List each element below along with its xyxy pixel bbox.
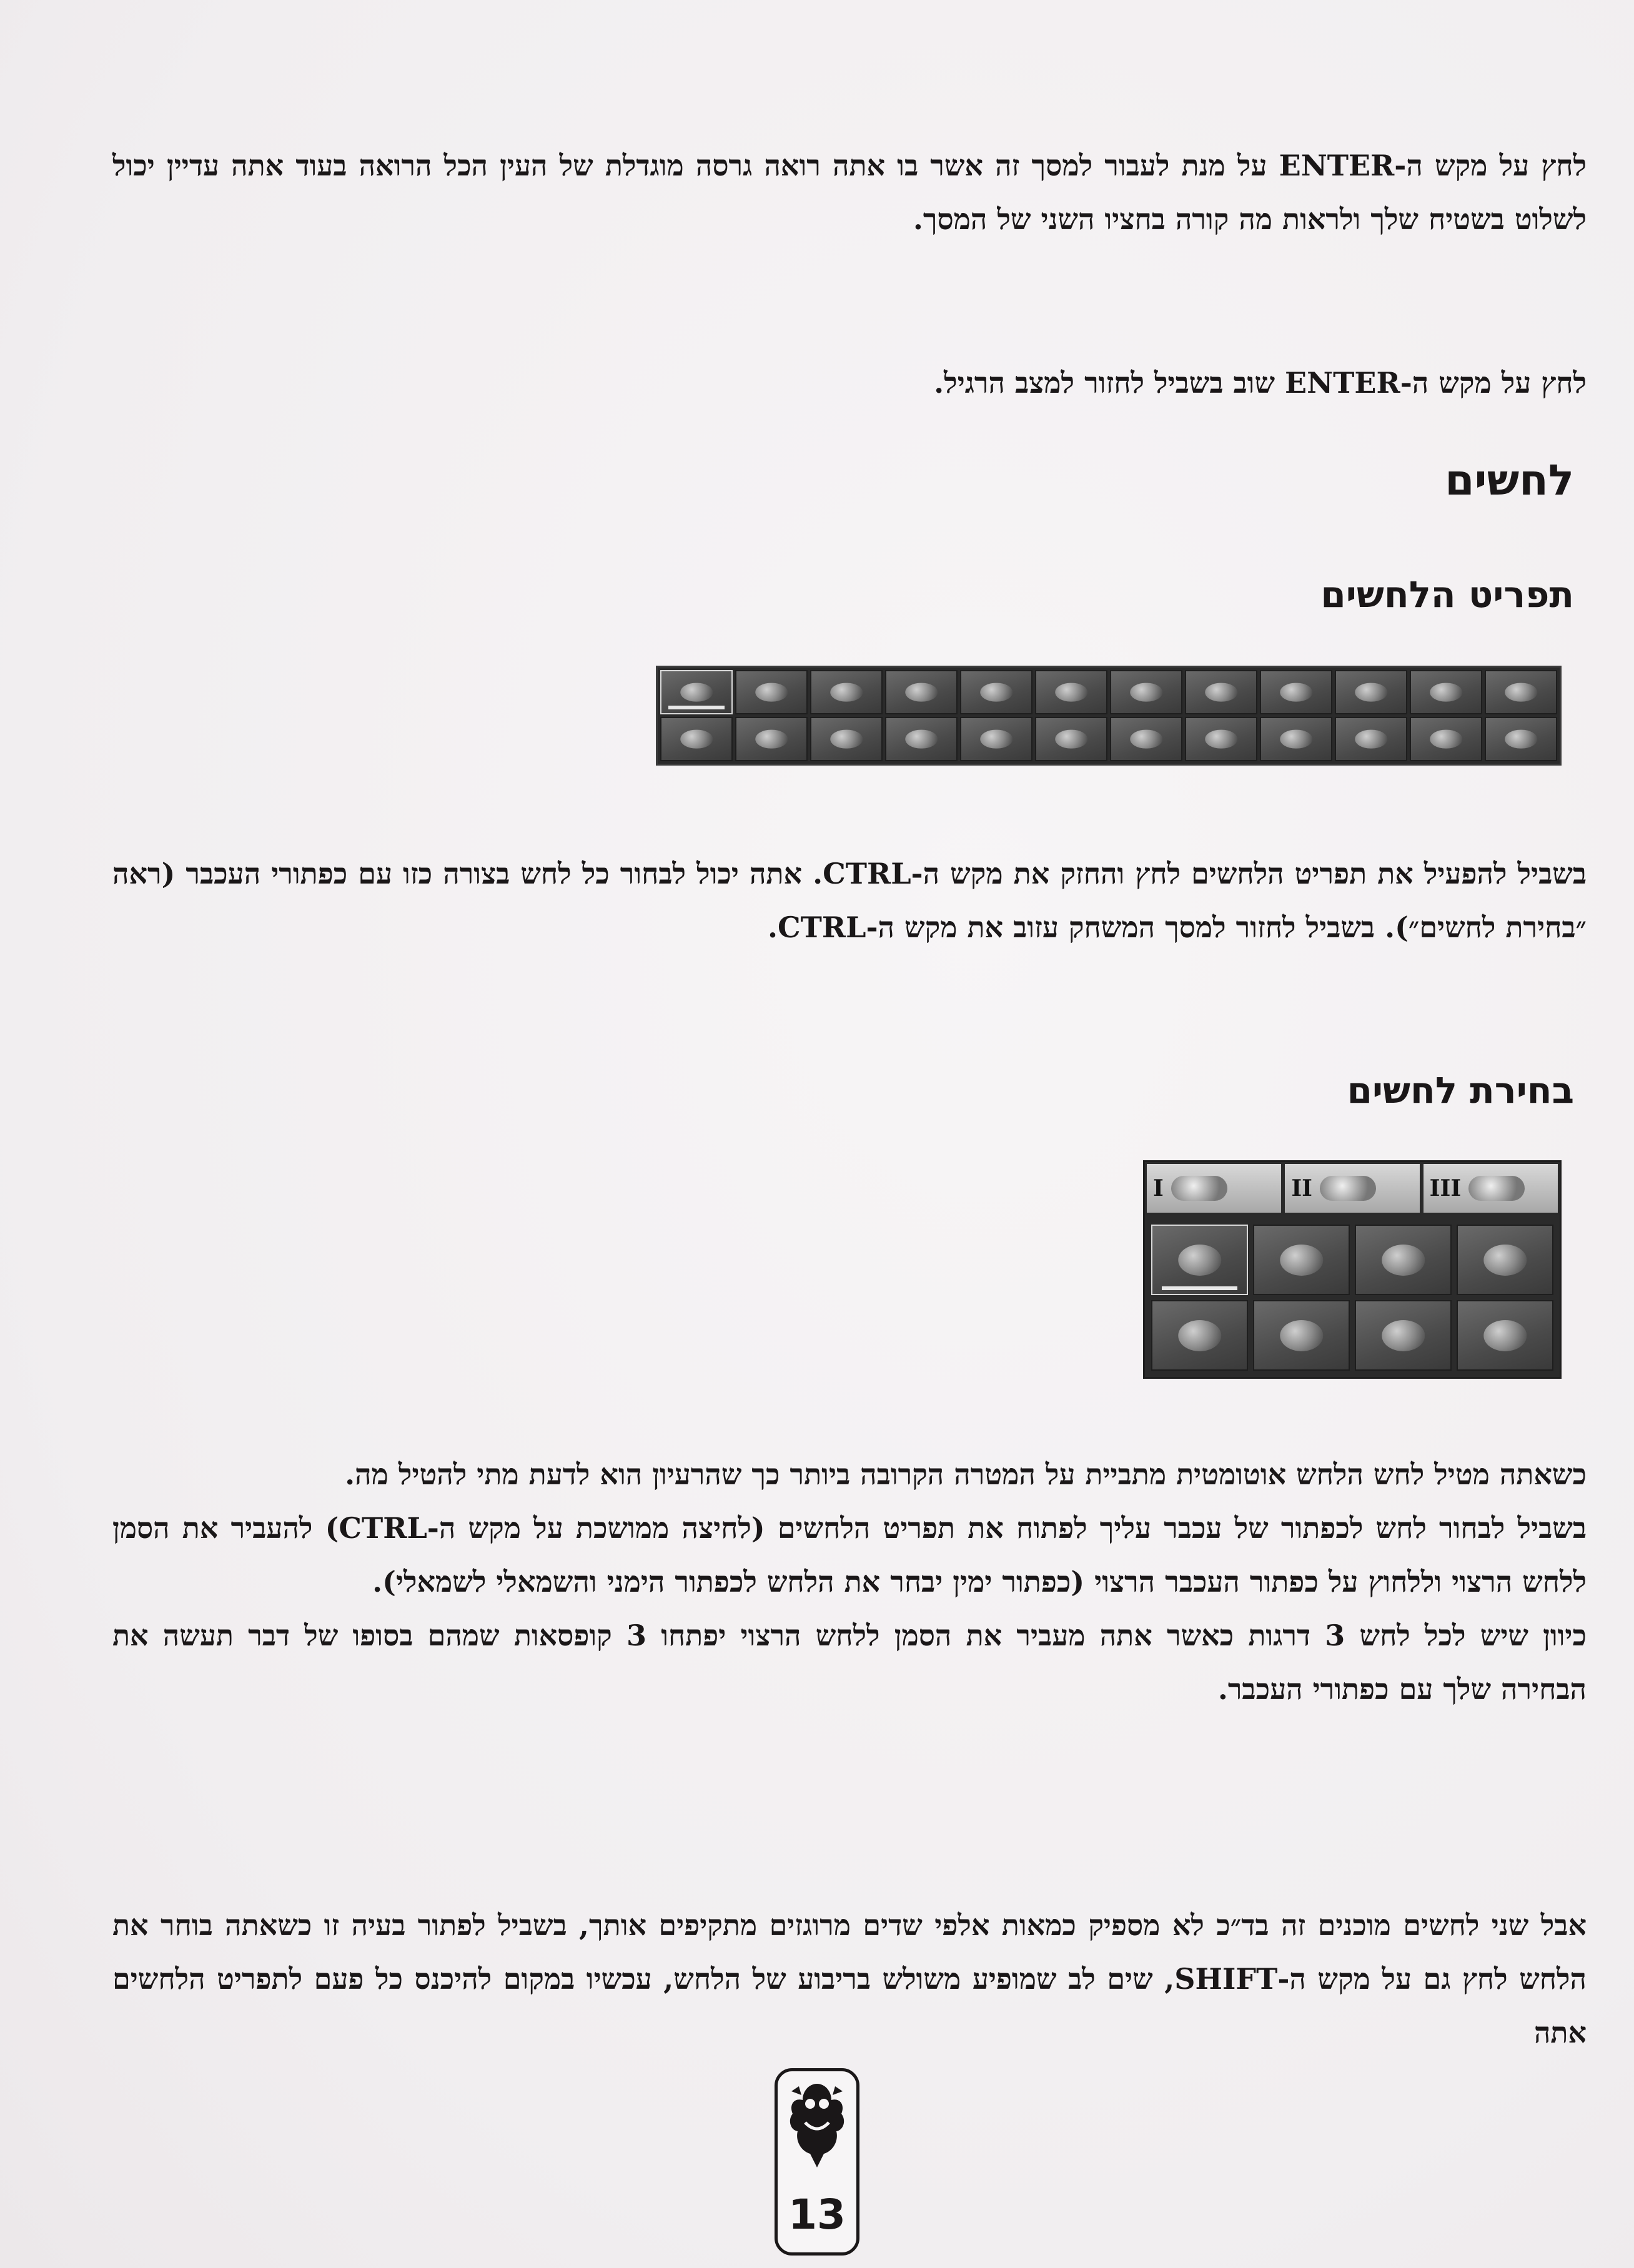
frog-emblem-icon (786, 2079, 848, 2172)
tab-label: II (1291, 1175, 1313, 1201)
spell-icon (830, 729, 863, 749)
spell-icon (1483, 1244, 1527, 1275)
spell-icon (980, 729, 1013, 749)
spell-icon (1178, 1244, 1221, 1275)
section-heading-spells: לחשים (1445, 456, 1574, 505)
spell-slot (735, 717, 808, 761)
spell-slot (885, 670, 958, 714)
spell-slot (1260, 717, 1332, 761)
paragraph-text: כיוון שיש לכל לחש 3 דרגות כאשר אתה מעביר את הסמן ללחש הרצוי יפתחו 3 קופסאות שמהם בסופו של דבר תעשה את הבחירה שלך עם כפתורי העכבר. (112, 1619, 1587, 1706)
tab-label: III (1429, 1175, 1462, 1201)
spell-slot (1410, 717, 1482, 761)
spell-slot (960, 717, 1032, 761)
spell-slot (1151, 1300, 1248, 1371)
paragraph-spell-menu (112, 847, 1587, 954)
spell-icon (1205, 683, 1237, 702)
spell-icon (1382, 1319, 1425, 1351)
spell-slot (1260, 670, 1332, 714)
spell-slot (1253, 1300, 1350, 1371)
panel-tab (1422, 1162, 1560, 1215)
spell-icon (1280, 1244, 1323, 1275)
spell-icon (1280, 683, 1312, 702)
spell-slot (660, 670, 733, 714)
spell-slot (1457, 1300, 1553, 1371)
spell-icon (1320, 1176, 1376, 1201)
spell-slot (1185, 717, 1257, 761)
spell-slot (960, 670, 1032, 714)
spell-icon (1205, 729, 1237, 749)
spell-icon (755, 729, 788, 749)
spell-icon (1178, 1319, 1221, 1351)
spell-icon (1483, 1319, 1527, 1351)
spell-icon (1430, 683, 1462, 702)
spell-slot (660, 717, 733, 761)
paragraph-text: כשאתה מטיל לחש הלחש אוטומטית מתביית על המטרה הקרובה ביותר כך שהרעיון הוא לדעת מתי להטיל מה. (345, 1457, 1587, 1491)
spell-slot (1151, 1225, 1248, 1295)
spell-icon (1505, 683, 1537, 702)
spell-slot (810, 670, 883, 714)
tab-label: I (1153, 1175, 1164, 1201)
spell-slot (1335, 717, 1407, 761)
spell-icon (755, 683, 788, 702)
spell-slot (1485, 717, 1557, 761)
spell-icon (1055, 683, 1087, 702)
spell-icon (830, 683, 863, 702)
spell-slot (1035, 717, 1107, 761)
spell-icon (1355, 683, 1387, 702)
paragraph-shift (112, 1898, 1587, 2059)
spell-slot (735, 670, 808, 714)
spell-slot (885, 717, 958, 761)
spell-icon (680, 683, 713, 702)
spell-icon (1468, 1176, 1525, 1201)
paragraph-enter-zoom (112, 139, 1587, 246)
panel-grid (1151, 1225, 1553, 1371)
panel-tab (1145, 1162, 1283, 1215)
page-number-badge (775, 2068, 859, 2256)
spell-icon (905, 683, 938, 702)
paragraph-enter-return (112, 356, 1587, 410)
spell-slot (1110, 670, 1182, 714)
spell-icon (1430, 729, 1462, 749)
spell-icon (980, 683, 1013, 702)
spell-slot (1185, 670, 1257, 714)
spell-icon (905, 729, 938, 749)
spell-icon (1280, 1319, 1323, 1351)
spell-icon (1355, 729, 1387, 749)
paragraph-text: בשביל לבחור לחש לכפתור של עכבר עליך לפתוח את תפריט הלחשים (לחיצה ממושכת על מקש ה-CTRL) להעביר את הסמן ללחש הרצוי וללחוץ על כפתור העכבר הרצוי (כפתור ימין יבחר את הלחש לכפתור הימני והשמאלי לשמאלי). (112, 1511, 1587, 1599)
subheading-spell-menu: תפריט הלחשים (1320, 573, 1574, 616)
spell-icon (1130, 729, 1162, 749)
spell-slot (1457, 1225, 1553, 1295)
paragraph-text: בשביל להפעיל את תפריט הלחשים לחץ והחזק את מקש ה-CTRL. אתה יכול לבחור כל לחש בצורה כזו עם כפתורי העכבר (ראה ״בחירת לחשים״). בשביל לחזור למסך המשחק עזוב את מקש ה-CTRL. (112, 857, 1587, 944)
spell-slot (1355, 1225, 1452, 1295)
spell-icon (1505, 729, 1537, 749)
spell-slot (1355, 1300, 1452, 1371)
paragraph-text: לחץ על מקש ה-ENTER שוב בשביל לחזור למצב הרגיל. (934, 366, 1587, 400)
subheading-spell-select: בחירת לחשים (1347, 1069, 1574, 1112)
spell-slot (1335, 670, 1407, 714)
panel-tab (1283, 1162, 1421, 1215)
page-number: 13 (788, 2191, 846, 2239)
spell-slot (1110, 717, 1182, 761)
paragraph-text: לחץ על מקש ה-ENTER על מנת לעבור למסך זה אשר בו אתה רואה גרסה מוגדלת של העין הכל הרואה בעוד אתה עדיין יכול לשלוט בשטיח שלך ולראות מה קורה בחציו השני של המסך. (112, 149, 1587, 236)
spell-icon (1130, 683, 1162, 702)
paragraph-text: אבל שני לחשים מוכנים זה בד״כ לא מספיק כמאות אלפי שדים מרוגזים מתקיפים אותך, בשביל לפתור בעיה זו כשאתה בוחר את הלחש לחץ גם על מקש ה-SHIFT, שים לב שמופיע משולש בריבוע של הלחש, עכשיו במקום להיכנס כל פעם לתפריט הלחשים אתה (112, 1908, 1587, 2049)
spell-icon (1171, 1176, 1227, 1201)
spell-slot (1035, 670, 1107, 714)
spell-icon (1055, 729, 1087, 749)
spell-select-panel-image (1143, 1160, 1562, 1379)
spell-slot (1253, 1225, 1350, 1295)
paragraph-spell-select (112, 1447, 1587, 1716)
spell-slot (1410, 670, 1482, 714)
spell-toolbar-image (656, 666, 1562, 766)
spell-slot (1485, 670, 1557, 714)
spell-icon (1280, 729, 1312, 749)
spell-icon (680, 729, 713, 749)
panel-tabs (1145, 1162, 1560, 1215)
spell-icon (1382, 1244, 1425, 1275)
spell-slot (810, 717, 883, 761)
